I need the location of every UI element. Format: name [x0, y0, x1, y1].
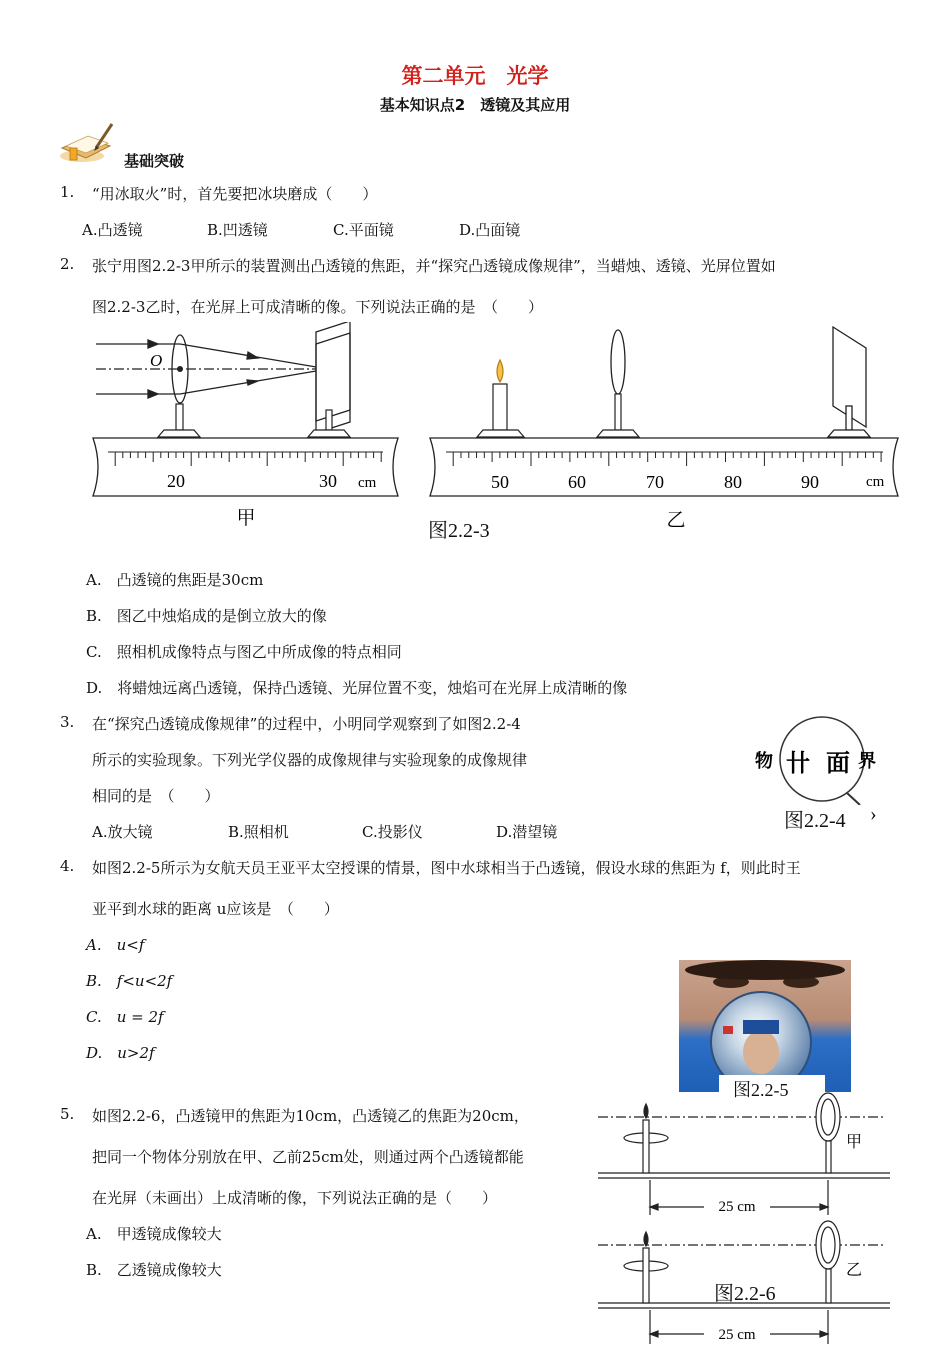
right-tick-80: 80: [724, 472, 742, 492]
q2-stem-line2: 图2.2-3乙时，在光屏上可成清晰的像。下列说法正确的是 （ ）: [92, 298, 543, 316]
candle: [477, 360, 524, 437]
figure-2-2-5-caption: 图2.2-5: [733, 1080, 789, 1100]
left-tick-30: 30: [319, 471, 337, 491]
convex-lens-right: [611, 330, 625, 394]
q5-number: 5.: [60, 1105, 75, 1123]
magnifier-text-mid2: 面: [826, 751, 850, 777]
figure-2-2-5-photo: [679, 960, 851, 1092]
lens-label-yi: 乙: [846, 1262, 863, 1279]
q4-number: 4.: [60, 857, 75, 875]
figure-2-2-4-caption: 图2.2-4: [784, 810, 846, 832]
q1-option-b: B.凹透镜: [207, 221, 268, 239]
q2-stem-line1: 张宁用图2.2-3甲所示的装置测出凸透镜的焦距，并“探究凸透镜成像规律”，当蜡烛、透镜、光屏位置如: [92, 257, 776, 275]
right-tick-70: 70: [646, 472, 664, 492]
q1-stem: “用冰取火”时，首先要把冰块磨成（ ）: [92, 185, 378, 203]
chevron-right-icon: ›: [870, 803, 877, 825]
q2-option-a: A. 凸透镜的焦距是30cm: [86, 571, 264, 589]
magnifier-text-mid1: 卄: [786, 751, 810, 777]
distance-label-top: 25 cm: [718, 1199, 756, 1215]
left-tick-20: 20: [167, 471, 185, 491]
right-tick-60: 60: [568, 472, 586, 492]
q5-stem-line2: 把同一个物体分别放在甲、乙前25cm处，则通过两个凸透镜都能: [92, 1148, 524, 1166]
magnifier-text-right: 界: [858, 751, 876, 771]
distance-label-bottom: 25 cm: [718, 1327, 756, 1343]
q4-option-a: A. u<f: [86, 936, 145, 954]
magnifier-text-left: 物: [755, 751, 773, 771]
q3-stem-line2: 所示的实验现象。下列光学仪器的成像规律与实验现象的成像规律: [92, 751, 528, 769]
q4-option-b: B. f<u<2f: [86, 972, 173, 990]
section-label: 基础突破: [124, 152, 185, 170]
q5-stem-line3: 在光屏（未画出）上成清晰的像，下列说法正确的是（ ）: [92, 1189, 498, 1207]
q3-stem-line3: 相同的是 （ ）: [92, 787, 220, 805]
q3-option-a: A.放大镜: [92, 823, 153, 841]
figure-2-2-3-caption: 图2.2-3: [428, 520, 490, 542]
q3-option-c: C.投影仪: [362, 823, 423, 841]
q1-option-d: D.凸面镜: [459, 221, 521, 239]
unit-title: 第二单元 光学: [401, 64, 549, 88]
figure-label-yi: 乙: [666, 510, 686, 531]
screen-right: [828, 327, 870, 437]
right-tick-50: 50: [491, 472, 509, 492]
q3-option-d: D.潜望镜: [496, 823, 558, 841]
q4-stem-line2: 亚平到水球的距离 u应该是 （ ）: [92, 900, 339, 918]
q1-option-a: A.凸透镜: [82, 221, 143, 239]
notebook-pencil-icon: [56, 118, 118, 166]
optical-bench-left: [93, 438, 398, 496]
q5-option-b: B. 乙透镜成像较大: [86, 1261, 222, 1279]
q3-stem-line1: 在“探究凸透镜成像规律”的过程中，小明同学观察到了如图2.2-4: [92, 715, 521, 733]
screen-left: [316, 322, 350, 421]
parallel-light-rays: [96, 340, 328, 398]
q2-number: 2.: [60, 255, 75, 273]
figure-label-jia: 甲: [236, 508, 256, 529]
q1-option-c: C.平面镜: [333, 221, 394, 239]
left-unit: cm: [358, 475, 377, 491]
q4-option-d: D. u>2f: [86, 1044, 155, 1062]
q3-number: 3.: [60, 713, 75, 731]
q1-number: 1.: [60, 183, 75, 201]
q2-option-d: D. 将蜡烛远离凸透镜，保持凸透镜、光屏位置不变，烛焰可在光屏上成清晰的像: [86, 679, 628, 697]
lens-label-jia: 甲: [846, 1134, 863, 1151]
right-tick-90: 90: [801, 472, 819, 492]
right-unit: cm: [866, 474, 885, 490]
q4-stem-line1: 如图2.2-5所示为女航天员王亚平太空授课的情景，图中水球相当于凸透镜，假设水球的焦距为 f，则此时王: [92, 859, 801, 877]
lens-center-label: O: [150, 351, 163, 370]
figure-2-2-4-magnifier: [752, 715, 892, 805]
q4-option-c: C. u = 2f: [86, 1008, 164, 1026]
knowledge-point-subtitle: 基本知识点2 透镜及其应用: [379, 96, 571, 114]
q2-option-b: B. 图乙中烛焰成的是倒立放大的像: [86, 607, 327, 625]
figure-2-2-6-caption: 图2.2-6: [714, 1283, 776, 1305]
figure-2-2-3: [88, 322, 903, 542]
q3-option-b: B.照相机: [228, 823, 289, 841]
q5-option-a: A. 甲透镜成像较大: [86, 1225, 222, 1243]
q2-option-c: C. 照相机成像特点与图乙中所成像的特点相同: [86, 643, 402, 661]
q5-stem-line1: 如图2.2-6，凸透镜甲的焦距为10cm，凸透镜乙的焦距为20cm，: [92, 1107, 529, 1125]
